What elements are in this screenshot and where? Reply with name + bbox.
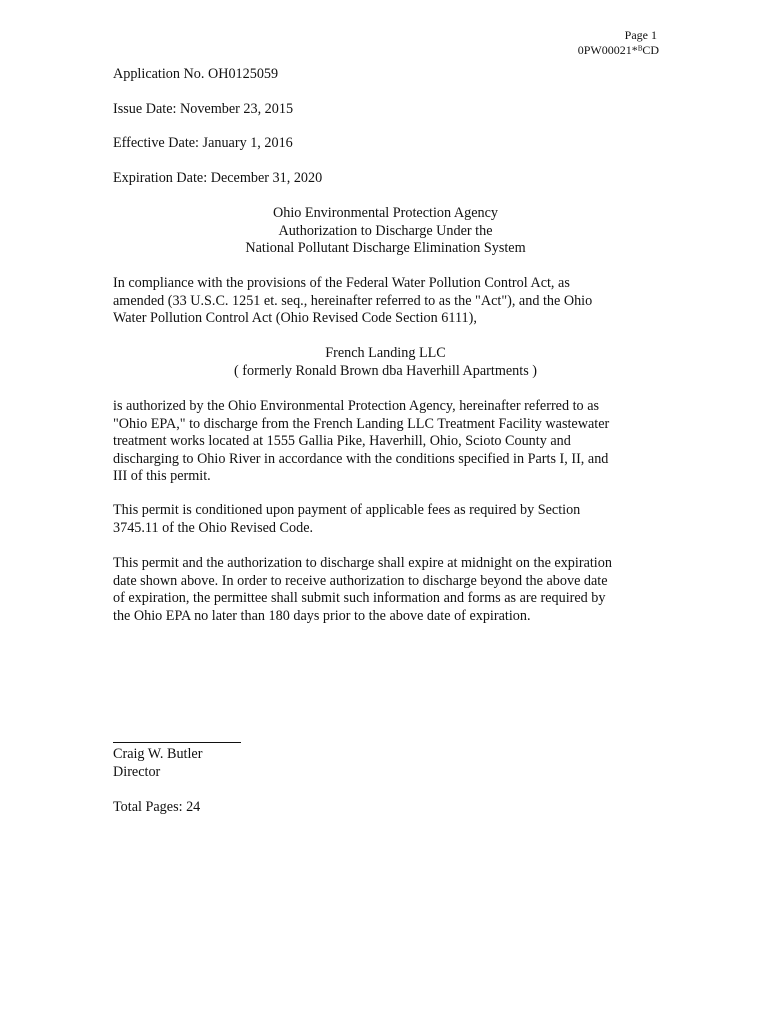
signature-line xyxy=(113,742,241,743)
paragraph-line: amended (33 U.S.C. 1251 et. seq., hereinafter referred to as the "Act"), and the Ohio xyxy=(113,292,593,309)
issue-date: Issue Date: November 23, 2015 xyxy=(113,101,294,117)
page-number: Page 1 xyxy=(624,28,657,42)
paragraph-line: date shown above. In order to receive authorization to discharge beyond the above date xyxy=(113,572,608,589)
paragraph-line: discharging to Ohio River in accordance with the conditions specified in Parts I, II, and xyxy=(113,450,609,467)
paragraph-line: Water Pollution Control Act (Ohio Revised Code Section 6111), xyxy=(113,310,477,327)
permittee xyxy=(113,345,658,380)
effective-date: Effective Date: January 1, 2016 xyxy=(113,135,293,151)
permittee-former-name: ( formerly Ronald Brown dba Haverhill Apartments ) xyxy=(234,362,537,379)
agency-title-line: Authorization to Discharge Under the xyxy=(278,222,493,239)
signatory-name: Craig W. Butler xyxy=(113,746,203,762)
paragraph-line: of expiration, the permittee shall submit such information and forms as are required by xyxy=(113,590,606,607)
paragraph-line: This permit and the authorization to discharge shall expire at midnight on the expiration xyxy=(113,555,612,571)
expiration-date: Expiration Date: December 31, 2020 xyxy=(113,170,323,186)
agency-title xyxy=(113,205,658,258)
paragraph-line: the Ohio EPA no later than 180 days prior to the above date of expiration. xyxy=(113,607,531,624)
paragraph-line: is authorized by the Ohio Environmental Protection Agency, hereinafter referred to as xyxy=(113,398,600,414)
expiration-paragraph xyxy=(113,555,658,625)
agency-title-line: National Pollutant Discharge Elimination System xyxy=(245,240,526,257)
agency-title-line: Ohio Environmental Protection Agency xyxy=(273,205,498,221)
signatory-title: Director xyxy=(113,763,161,780)
paragraph-line: III of this permit. xyxy=(113,468,211,485)
application-number: Application No. OH0125059 xyxy=(113,66,279,82)
paragraph-line: 3745.11 of the Ohio Revised Code. xyxy=(113,519,314,536)
paragraph-line: This permit is conditioned upon payment of applicable fees as required by Section xyxy=(113,502,581,518)
fees-paragraph xyxy=(113,502,658,537)
total-pages: Total Pages: 24 xyxy=(113,799,201,815)
paragraph-line: "Ohio EPA," to discharge from the French Landing LLC Treatment Facility wastewater xyxy=(113,415,610,432)
paragraph-line: In compliance with the provisions of the Federal Water Pollution Control Act, as xyxy=(113,275,570,291)
paragraph-line: treatment works located at 1555 Gallia Pike, Haverhill, Ohio, Scioto County and xyxy=(113,433,571,450)
document-code: 0PW00021*ᴮCD xyxy=(577,43,659,57)
authorization-paragraph xyxy=(113,398,658,486)
signatory xyxy=(113,746,658,781)
compliance-paragraph xyxy=(113,275,658,328)
permittee-name: French Landing LLC xyxy=(325,345,446,361)
